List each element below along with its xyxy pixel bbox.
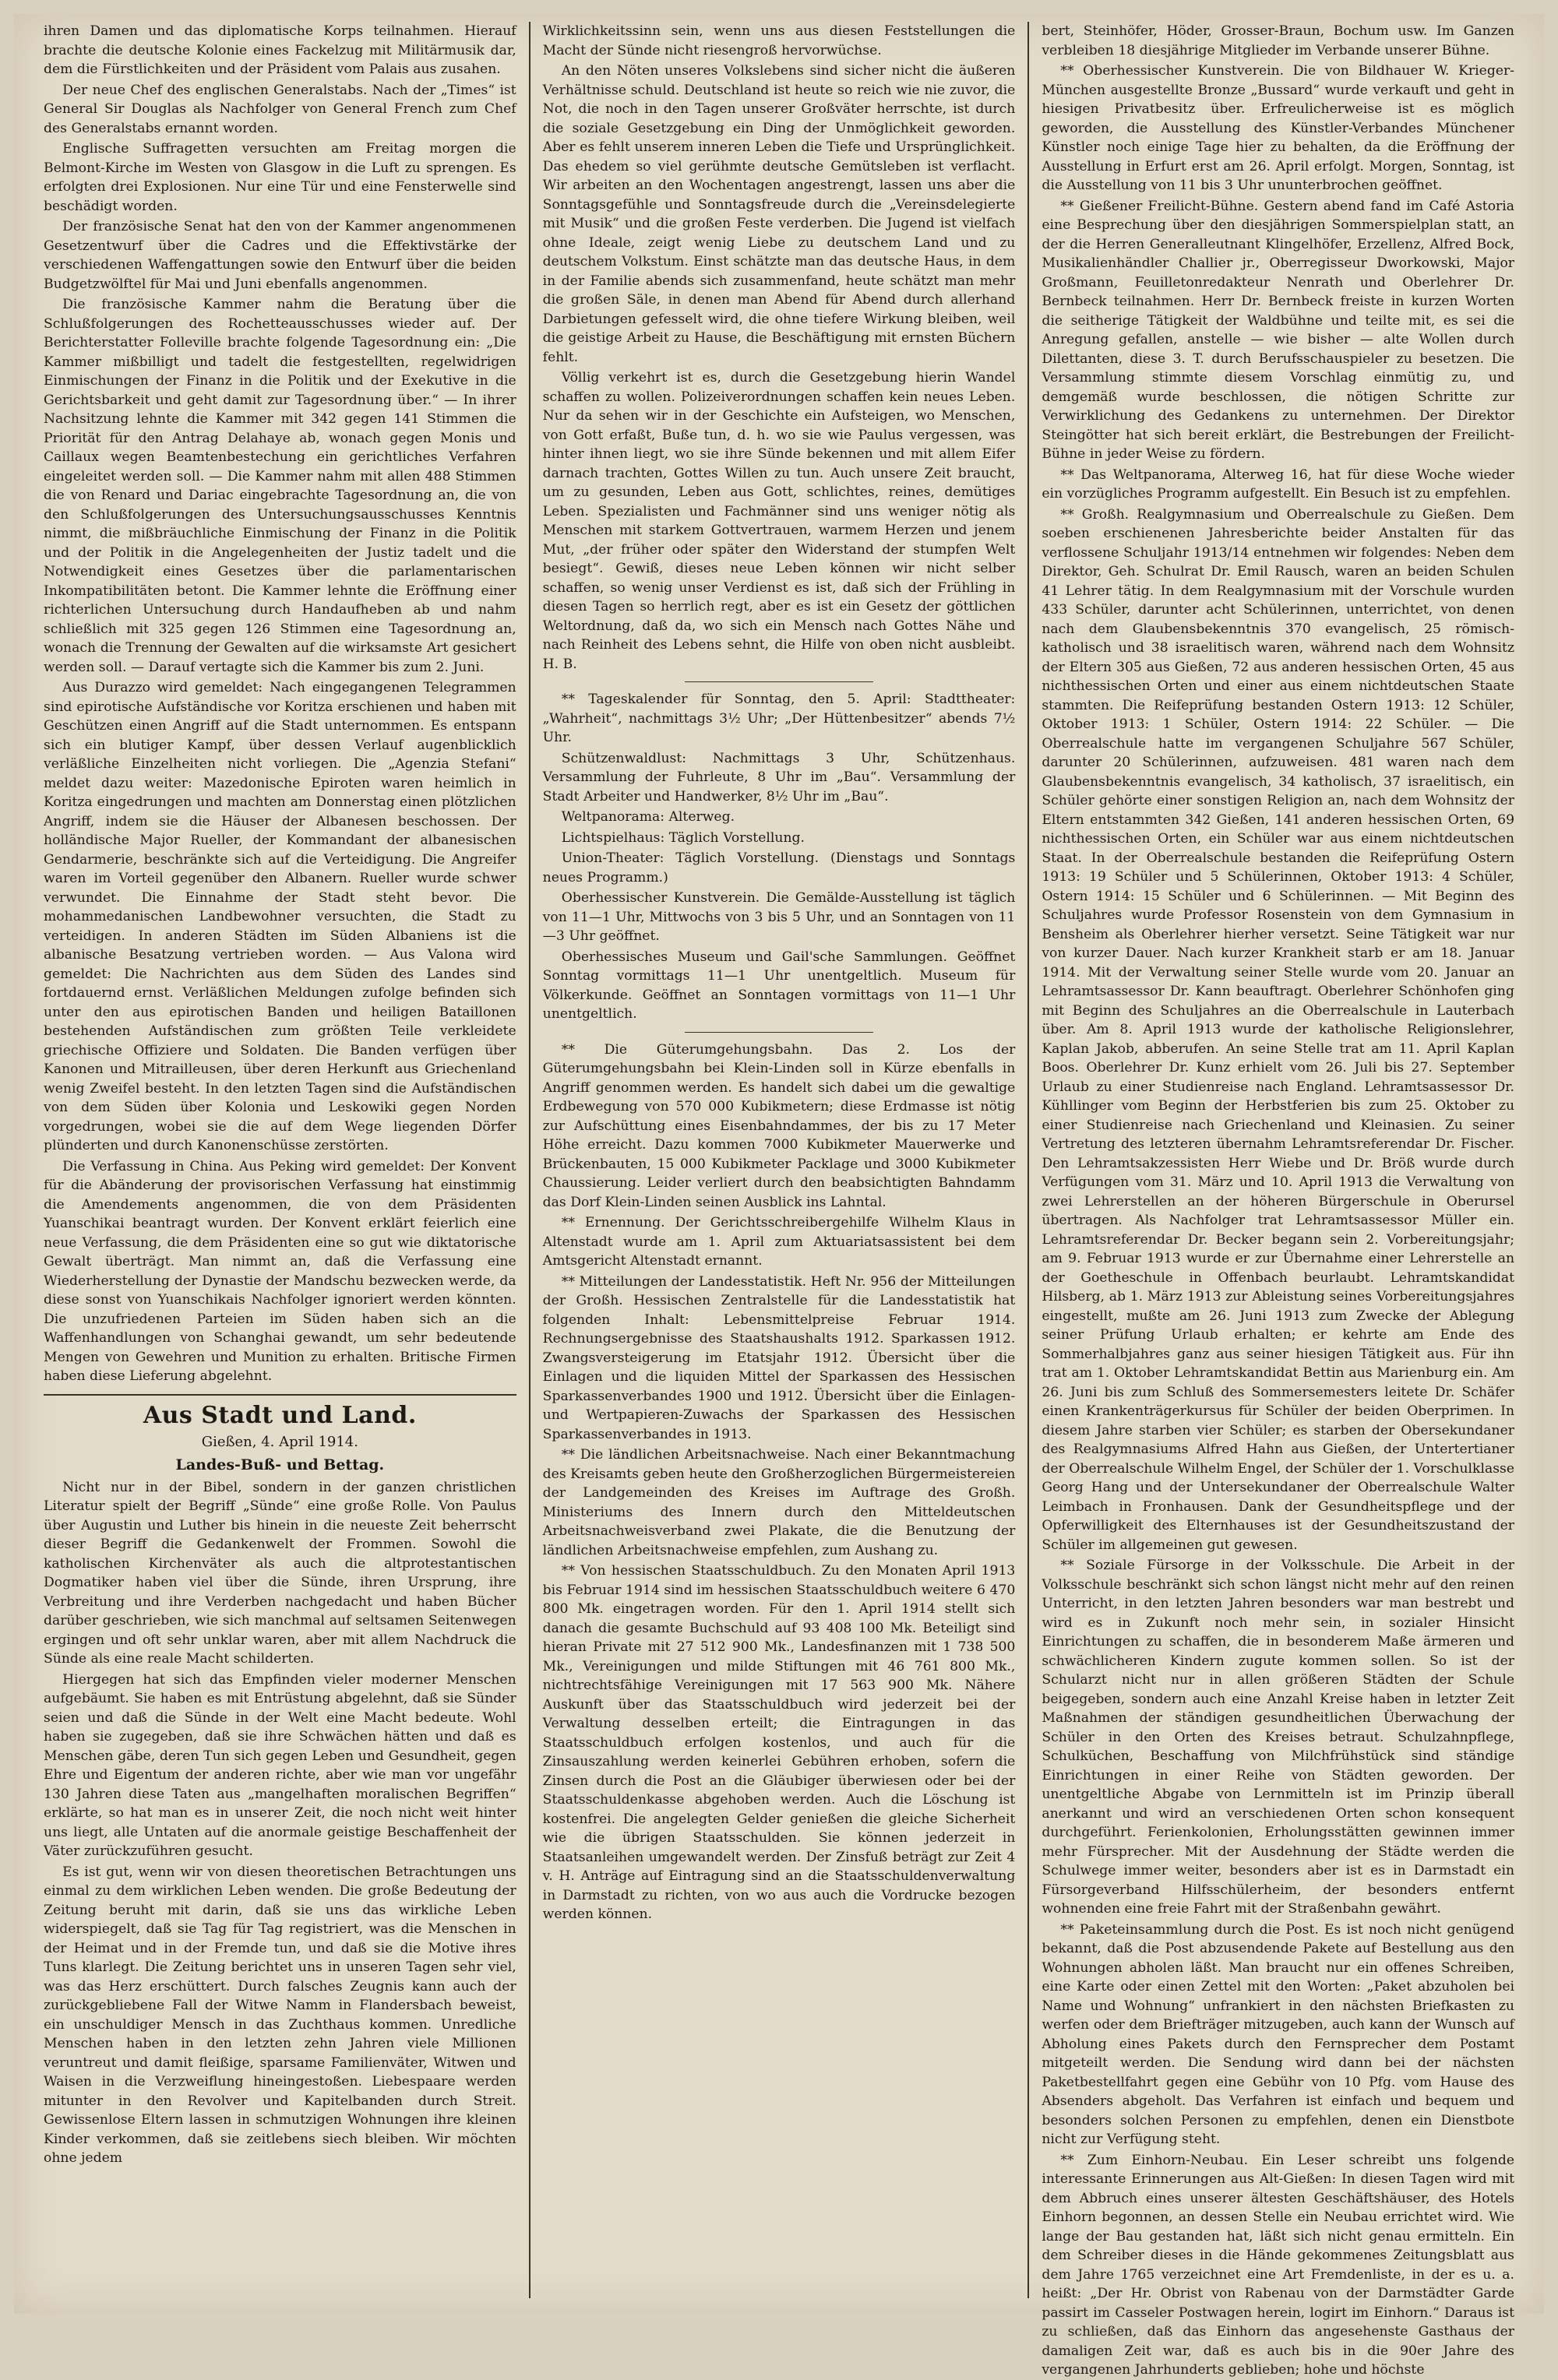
paragraph: Die französische Kammer nahm die Beratung über die Schlußfolgerungen des Rochetteausschusses wieder auf. Der Berichterstatter Folleville brachte folgende Tagesordnung ein: „Die Kammer mißbilligt und tadelt die festgestellten, regelwidrigen Einmischungen der Finanz in die Politik und der Exekutive in die Gerichtsbarkeit und geht damit zur Tagesordnung über.“ — In ihrer Nachsitzung lehnte die Kammer mit 342 gegen 141 Stimmen die Priorität für den Antrag Delahaye ab, wonach gegen Monis und Caillaux wegen Beamtenbestechung ein gerichtliches Verfahren eingeleitet werden soll. — Die Kammer nahm mit allen 488 Stimmen die von Renard und Dariac eingebrachte Tagesordnung an, die von den Schlußfolgerungen des Untersuchungsausschusses Kenntnis nimmt, die mißbräuchliche Einmischung der Finanz in die Politik und der Politik in die Angelegenheiten der Justiz tadelt und die Notwendigkeit eines Gesetzes über die parlamentarischen Inkompatibilitäten betont. Die Kammer lehnte die Eröffnung einer richterlichen Untersuchung durch Handaufheben ab und nahm schließlich mit 325 gegen 126 Stimmen eine Tagesordnung an, wonach die Trennung der Gewalten auf die wirksamste Art gesichert werden soll. — Darauf vertagte sich die Kammer bis zum 2. Juni. [44, 297, 516, 675]
dateline: Gießen, 4. April 1914. [201, 1433, 358, 1450]
calendar-entry: Weltpanorama: Alterweg. [561, 809, 735, 825]
news-item: ** Die Güterumgehungsbahn. Das 2. Los der Güterumgehungsbahn bei Klein-Linden soll in Kürze ebenfalls in Angriff genommen werden. Es handelt sich dabei um die gewaltige Erdbewegung von 570 000 Kubikmetern; diese Erdmasse ist nötig zur Aufschüttung eines Eisenbahndammes, der bis zu 17 Meter Höhe erreicht. Dazu kommen 7000 Kubikmeter Mauerwerke und Brückenbauten, 15 000 Kubikmeter Packlage und 3000 Kubikmeter Chaussierung. Leider verliert durch den beabsichtigten Bahndamm das Dorf Klein-Linden seinen Ausblick ins Lahntal. [542, 1041, 1016, 1210]
paragraph: Es ist gut, wenn wir von diesen theoretischen Betrachtungen uns einmal zu dem wirklichen Leben wenden. Die große Bedeutung der Zeitung beruht mit darin, daß sie uns das wirkliche Leben widerspiegelt, daß sie Tag für Tag registriert, was die Menschen in der Heimat und in der Fremde tun, und daß sie die Motive ihres Tuns klarlegt. Die Zeitung berichtet uns in unseren Tagen sehr viel, was das Herz erschüttert. Durch falsches Zeugnis kann auch der zurückgebliebene Fall der Witwe Namm in Flandersbach beweist, ein unschuldiger Mensch in das Zuchthaus kommen. Unredliche Menschen haben in den letzten zehn Jahren viele Millionen veruntreut und damit fleißige, sparsame Familienväter, Witwen und Waisen in die Verzweiflung hineingestoßen. Liebespaare werden mitunter in den Revolver und Kapitelbanden durch Streit. Gewissenlose Eltern lassen in schmutzigen Wohnungen ihre kleinen Kinder verkommen, daß sie zeitlebens siech bleiben. Wir möchten ohne jedem [44, 1864, 516, 2166]
news-item: ** Soziale Fürsorge in der Volksschule. Die Arbeit in der Volksschule beschränkt sich schon längst nicht mehr auf den reinen Unterricht, in den letzten Jahren besonders war man bestrebt und wird es in Zukunft noch mehr sein, in sozialer Hinsicht Einrichtungen zu schaffen, die in besonderem Maße ärmeren und schwächlicheren Kindern zugute kommen sollen. So ist der Schularzt nicht nur in allen größeren Städten der Schule beigegeben, sondern auch eine Anzahl Kreise haben in letzter Zeit Maßnahmen der ständigen gesundheitlichen Überwachung der Schüler in den Orten des Kreises betraut. Schulzahnpflege, Schulküchen, Beschaffung von Milchfrühstück sind ständige Einrichtungen in einer Reihe von Städten geworden. Der unentgeltliche Abgabe von Lernmitteln ist im Prinzip überall anerkannt und wird an verschiedenen Orten schon konsequent durchgeführt. Ferienkolonien, Erholungsstätten gewinnen immer mehr Fürsprecher. Mit der Ausdehnung der Städte werden die Schulwege immer weiter, besonders aber ist es in Darmstadt ein Fürsorgeverband Hilfsschülerheim, der besonders entfernt wohnenden eine freie Fahrt mit der Straßenbahn gewährt. [1042, 1558, 1515, 1917]
paragraph: Der französische Senat hat den von der Kammer angenommenen Gesetzentwurf über die Cadres und die Effektivstärke der verschiedenen Waffengattungen sowie den Entwurf über die beiden Budgetzwölftel für Mai und Juni ebenfalls angenommen. [44, 219, 516, 292]
news-item: ** Ernennung. Der Gerichtsschreibergehilfe Wilhelm Klaus in Altenstadt wurde am 1. April zum Aktuariatsassistent bei dem Amtsgericht Altenstadt ernannt. [542, 1215, 1016, 1269]
news-item: ** Oberhessischer Kunstverein. Die von Bildhauer W. Krieger-München ausgestellte Bronze „Bussard“ wurde verkauft und geht in hiesigen Privatbesitz über. Erfreulicherweise ist es möglich geworden, die Ausstellung des Künstler-Verbandes Münchener Künstler noch einige Tage hier zu behalten, da die Eröffnung der Ausstellung in Erfurt erst am 26. April erfolgt. Morgen, Sonntag, ist die Ausstellung von 11 bis 3 Uhr ununterbrochen geöffnet. [1042, 63, 1515, 193]
paragraph: Die Verfassung in China. Aus Peking wird gemeldet: Der Konvent für die Abänderung der provisorischen Verfassung hat einstimmig die Amendements angenommen, die von dem Präsidenten Yuanschikai beantragt wurden. Der Konvent erklärt feierlich eine neue Verfassung, die dem Präsidenten eine so gut wie diktatorische Gewalt überträgt. Man nimmt an, daß die Verfassung eine Wiederherstellung der Dynastie der Mandschu bezwecken werde, da diese sonst von Yuanschikais Nachfolger ignoriert werden könnten. Die unzufriedenen Parteien im Süden haben sich an die Waffenhandlungen von Schanghai gewandt, um sehr bedeutende Mengen von Gewehren und Munition zu erhalten. Britische Firmen haben diese Lieferung abgelehnt. [44, 1158, 516, 1384]
section-title: Aus Stadt und Land. [143, 1401, 417, 1429]
column-1 [31, 22, 530, 2298]
news-item: ** Von hessischen Staatsschuldbuch. Zu den Monaten April 1913 bis Februar 1914 sind im hessischen Staatsschuldbuch weitere 6 470 800 Mk. eingetragen worden. Für den 1. April 1914 stellt sich danach die gesamte Buchschuld auf 93 408 100 Mk. Beteiligt sind hieran Private mit 27 512 900 Mk., Landesfinanzen mit 1 738 500 Mk., Vereinigungen und milde Stiftungen mit 46 761 800 Mk., nichtrechtsfähige Vereinigungen mit 17 563 900 Mk. Nähere Auskunft über das Staatsschuldbuch wird jederzeit bei der Verwaltung desselben erteilt; die Eintragungen in das Staatsschuldbuch erfolgen kostenlos, und auch für die Zinsauszahlung werden keinerlei Gebühren erhoben, sofern die Zinsen durch die Post an die Gläubiger überwiesen oder bei der Staatsschuldenkasse abgehoben werden. Auch die Löschung ist kostenfrei. Die angelegten Gelder genießen die gleiche Sicherheit wie die übrigen Staatsschulden. Sie können jederzeit in Staatsanleihen umgewandelt werden. Der Zinsfuß beträgt zur Zeit 4 v. H. Anträge auf Eintragung sind an die Staatsschuldenverwaltung in Darmstadt zu richten, von wo aus auch die Vordrucke bezogen werden können. [542, 1563, 1016, 1922]
paragraph: Hiergegen hat sich das Empfinden vieler moderner Menschen aufgebäumt. Sie haben es mit Entrüstung abgelehnt, daß sie Sünder seien und daß die Sünde in der Welt eine Macht bedeute. Wohl haben sie zugegeben, daß sie ihre Schwächen hätten und daß es Menschen gäbe, deren Tun sich gegen Leben und Gesundheit, gegen Ehre und Eigentum der anderen richte, aber wie man vor ungefähr 130 Jahren diese Taten aus „mangelhaften moralischen Begriffen“ erklärte, so hat man es in unserer Zeit, die noch nicht weit hinter uns liegt, alle Untaten auf die anormale geistige Beschaffenheit der Väter zurückzuführen gesucht. [44, 1671, 516, 1859]
paragraph: Englische Suffragetten versuchten am Freitag morgen die Belmont-Kirche im Westen von Glasgow in die Luft zu sprengen. Es erfolgten drei Explosionen. Nur eine Tür und eine Fensterwelle sind beschädigt worden. [44, 141, 516, 214]
column-3 [1029, 22, 1527, 2378]
news-item: ** Großh. Realgymnasium und Oberrealschule zu Gießen. Dem soeben erschienenen Jahresberichte beider Anstalten für das verflossene Schuljahr 1913/14 entnehmen wir folgendes: Neben dem Direktor, Geh. Schulrat Dr. Emil Rausch, waren an beiden Schulen 41 Lehrer tätig. In dem Realgymnasium mit der Vorschule wurden 433 Schüler, darunter acht Schülerinnen, unterrichtet, von denen nach dem Glaubensbekenntnis 370 evangelisch, 25 römisch-katholisch und 38 israelitisch waren, während nach dem Wohnsitz der Eltern 305 aus Gießen, 72 aus anderen hessischen Orten, 45 aus nichthessischen Orten und einer aus einem nichtdeutschen Staate stammten. Die Reifeprüfung bestanden Ostern 1913: 12 Schüler, Oktober 1913: 1 Schüler, Ostern 1914: 22 Schüler. — Die Oberrealschule hatte im vergangenen Schuljahre 567 Schüler, darunter 20 Schülerinnen, aufzuweisen. 481 waren nach dem Glaubensbekenntnis evangelisch, 34 katholisch, 37 israelitisch, ein Schüler gehörte einer sonstigen Religion an, nach dem Wohnsitz der Eltern entstammten 342 Gießen, 141 anderen hessischen Orten, 69 nichthessischen Orten, ein Schüler war aus einem nichtdeutschen Staat. In der Oberrealschule bestanden die Reifeprüfung Ostern 1913: 19 Schüler und 5 Schülerinnen, Oktober 1913: 4 Schüler, Ostern 1914: 15 Schüler und 6 Schülerinnen. — Mit Beginn des Schuljahres wurde Professor Rosenstein von dem Gymnasium in Bensheim als Oberlehrer hierher versetzt. Seine Tätigkeit war nur von kurzer Dauer. Nach kurzer Krankheit starb er am 18. Januar 1914. Mit der Verwaltung seiner Stelle wurde vom 20. Januar an Lehramtsassessor Dr. Kann beauftragt. Oberlehrer Schönhofen ging mit Beginn des Schuljahres an die Oberrealschule in Lauterbach über. Am 8. April 1913 wurde der katholische Religionslehrer, Kaplan Jakob, abberufen. An seine Stelle trat am 11. April Kaplan Boos. Oberlehrer Dr. Kunz erhielt vom 26. Juli bis 27. September Urlaub zu einer Studienreise nach England. Lehramtsassessor Dr. Kühllinger vom Beginn der Herbstferien bis zum 25. Oktober zu einer Studienreise nach Griechenland und Kleinasien. Zu seiner Vertretung des letzteren übernahm Lehramtsreferendar Dr. Fischer. Den Lehramtsakzessisten Herr Wiebe und Dr. Bröß wurde durch Verfügungen vom 31. März und 10. April 1913 die Verwaltung von zwei Lehrerstellen an der höheren Bürgerschule in Oberursel übertragen. Als Nachfolger trat Lehramtsassessor Müller ein. Lehramtsreferendar Dr. Becker begann sein 2. Vorbereitungsjahr; am 9. Februar 1913 wurde er zur Übernahme einer Lehrerstelle an der Goetheschule in Offenbach beurlaubt. Lehramtskandidat Hilsberg, ab 1. März 1913 zur Ableistung seines Vorbereitungsjahres eingestellt, mußte am 26. Juni 1913 zum Zwecke der Ablegung seiner Prüfung Urlaub erhalten; er kehrte am Ende des Sommerhalbjahres ganz aus seiner hiesigen Tätigkeit aus. Für ihn trat am 1. Oktober Lehramtskandidat Bettin aus Marienburg ein. Am 26. Juni bis zum Schluß des Sommersemesters leitete Dr. Schäfer einen Krankenträgerkursus für Schüler der beiden Oberprimen. In diesem Jahre starben vier Schüler; es starben der Obersekundaner des Realgymnasiums Alfred Hahn aus Gießen, der Untertertianer der Oberrealschule Wilhelm Engel, der Schüler der 1. Vorschulklasse Georg Hang und der Untersekundaner der Oberrealschule Walter Leimbach in Fronhausen. Dank der Gesundheitspflege und der Opferwilligkeit des Elternhauses ist der Gesundheitszustand der Schüler im allgemeinen gut gewesen. [1042, 506, 1515, 1553]
paragraph: Aus Durazzo wird gemeldet: Nach eingegangenen Telegrammen sind epirotische Aufständische vor Koritza erschienen und haben mit Geschützen einen Angriff auf die Stadt unternommen. Es entspann sich ein blutiger Kampf, über dessen Verlauf augenblicklich verläßliche Einzelheiten nicht vorliegen. Die „Agenzia Stefani“ meldet dazu weiter: Mazedonische Epiroten waren heimlich in Koritza eingedrungen und machten am Donnerstag einen plötzlichen Angriff, indem sie die Häuser der Albanesen beschossen. Der holländische Major Rueller, der Kommandant der albanesischen Gendarmerie, beschränkte sich auf die Verteidigung. Die Angreifer waren im Vorteil gegenüber den Albanern. Rueller wurde schwer verwundet. Die Einnahme der Stadt steht bevor. Die mohammedanischen Landbewohner versuchten, die Stadt zu verteidigen. In anderen Städten im Süden Albaniens ist die albanische Besatzung vertrieben worden. — Aus Valona wird gemeldet: Die Nachrichten aus dem Süden des Landes sind fortdauernd ernst. Verläßlichen Meldungen zufolge befinden sich unter den aus epirotischen Banden und heiligen Bataillonen bestehenden Aufständischen zum größten Teile verkleidete griechische Offiziere und Soldaten. Die Banden verfügen über Kanonen und Mitrailleusen, über deren Herkunft aus Griechenland wenig Zweifel besteht. In den letzten Tagen sind die Aufständischen von dem Süden über Kolonia und Leskowiki gegen Norden vorgedrungen, wobei sie die auf dem Wege liegenden Dörfer plünderten und durch Kanonenschüsse zerstörten. [44, 680, 516, 1153]
section-divider [44, 1394, 516, 1396]
calendar-entry: Schützenwaldlust: Nachmittags 3 Uhr, Schützenhaus. Versammlung der Fuhrleute, 8 Uhr im „Bau“. Versammlung der Stadt Arbeiter und Handwerker, 8½ Uhr im „Bau“. [542, 750, 1016, 804]
news-item: ** Gießener Freilicht-Bühne. Gestern abend fand im Café Astoria eine Besprechung über den diesjährigen Sommerspielplan statt, an der die Herren Generalleutnant Klingelhöfer, Erzellenz, Alfred Bock, Musikalienhändler Challier jr., Oberregisseur Dworkowski, Major Großmann, Feuilletonredakteur Nenrath und Oberlehrer Dr. Bernbeck teilnahmen. Herr Dr. Bernbeck freiste in kurzen Worten die seitherige Tätigkeit der Waldbühne und teilte mit, es sei die Anregung gefallen, anstelle — wie bisher — alte Wollen durch Dilettanten, diese 3. T. durch Berufsschauspieler zu besetzen. Die Versammlung stimmte diesem Vorschlag einmütig zu, und demgemäß wurde beschlossen, die nötigen Schritte zur Verwirklichung des Gedankens zu unternehmen. Der Direktor Steingötter hat sich bereit erklärt, die Bestrebungen der Freilicht-Bühne in jeder Weise zu fördern. [1042, 198, 1515, 462]
paragraph: Wirklichkeitssinn sein, wenn uns aus diesen Feststellungen die Macht der Sünde nicht riesengroß hervorwüchse. [542, 23, 1016, 58]
calendar-entry: ** Tageskalender für Sonntag, den 5. April: Stadttheater: „Wahrheit“, nachmittags 3½ Uhr; „Der Hüttenbesitzer“ abends 7½ Uhr. [542, 692, 1016, 745]
news-item: ** Mitteilungen der Landesstatistik. Heft Nr. 956 der Mitteilungen der Großh. Hessischen Zentralstelle für die Landesstatistik hat folgenden Inhalt: Lebensmittelpreise Februar 1914. Rechnungsergebnisse des Staatshaushalts 1912. Sparkassen 1912. Zwangsversteigerung im Etatsjahr 1912. Übersicht über die Einlagen und die liquiden Mittel der Sparkassen des Hessischen Sparkassenverbandes 1900 und 1912. Übersicht über die Einlagen- und Wertpapieren-Zuwachs der Sparkassen des Hessischen Sparkassenverbandes in 1913. [542, 1273, 1016, 1442]
paragraph: Völlig verkehrt ist es, durch die Gesetzgebung hierin Wandel schaffen zu wollen. Polizeiverordnungen schaffen kein neues Leben. Nur da sehen wir in der Geschichte ein Aufsteigen, wo Menschen, von Gott erfaßt, Buße tun, d. h. wo sie wie Paulus vergessen, was hinter ihnen liegt, wo sie ihre Sünde bekennen und mit allem Eifer darnach trachten, Gottes Willen zu tun. Auch unsere Zeit braucht, um zu gesunden, Leben aus Gott, schlichtes, reines, demütiges Leben. Spezialisten und Fachmänner sind uns weniger nötig als Menschen mit starkem Gottvertrauen, warmem Herzen und jenem Mut, „der früher oder später den Widerstand der stumpfen Welt besiegt“. Gewiß, dieses neue Leben können wir nicht selber schaffen, so wenig unser Verdienst es ist, daß sich der Frühling in diesen Tagen so herrlich regt, aber es ist ein Gesetz der göttlichen Weltordnung, daß da, wo sich ein Mensch nach Gottes Nähe und nach Reinheit des Lebens sehnt, die Hilfe von oben nicht ausbleibt. H. B. [542, 370, 1016, 672]
news-item: ** Das Weltpanorama, Alterweg 16, hat für diese Woche wieder ein vorzügliches Programm aufgestellt. Ein Besuch ist zu empfehlen. [1042, 466, 1515, 502]
column-container [31, 22, 1527, 2378]
divider [685, 681, 874, 682]
news-item: ** Paketeinsammlung durch die Post. Es ist noch nicht genügend bekannt, daß die Post abzusendende Pakete auf Bestellung aus den Wohnungen abholen läßt. Man braucht nur ein offenes Schreiben, eine Karte oder einen Zettel mit den Worten: „Paket abzuholen bei Name und Wohnung“ unfrankiert in den nächsten Briefkasten zu werfen oder dem Briefträger mitzugeben, auch kann der Wunsch auf Abholung eines Pakets durch den Fernsprecher dem Postamt mitgeteilt werden. Die Sendung wird dann bei der nächsten Paketbestellfahrt gegen eine Gebühr von 10 Pfg. vom Hause des Absenders abgeholt. Das Verfahren ist einfach und bequem und besonders solchen Personen zu empfehlen, denen ein Dienstbote nicht zur Verfügung steht. [1042, 1921, 1515, 2147]
newspaper-page [14, 14, 1544, 2378]
paragraph: bert, Steinhöfer, Höder, Grosser-Braun, Bochum usw. Im Ganzen verbleiben 18 diesjährige Mitglieder im Verbande unserer Bühne. [1042, 23, 1515, 58]
calendar-entry: Oberhessischer Kunstverein. Die Gemälde-Ausstellung ist täglich von 11—1 Uhr, Mittwochs von 3 bis 5 Uhr, und an Sonntagen von 11—3 Uhr geöffnet. [542, 890, 1016, 944]
paragraph: An den Nöten unseres Volkslebens sind sicher nicht die äußeren Verhältnisse schuld. Deutschland ist heute so reich wie nie zuvor, die Not, die noch in den Tagen unserer Großväter herrschte, ist durch die soziale Gesetzgebung ein Ding der Unmöglichkeit geworden. Aber es fehlt unserem inneren Leben die Tiefe und Ursprünglichkeit. Das ehedem so viel gerühmte deutsche Gemütsleben ist verflacht. Wir arbeiten an den Wochentagen angestrengt, lassen uns aber die Sonntagsgefühle und Sonntagsfreude durch die „Vereinsdelegierte mit Musik“ und die großen Feste verderben. Die Jugend ist vielfach ohne Ideale, zeigt wenig Liebe zu deutschem Land und zu deutschem Volkstum. Einst schätzte man das deutsche Haus, in dem in der Familie abends sich zusammenfand, heute schätzt man mehr die großen Säle, in denen man Abend für Abend durch allerhand Darbietungen gefesselt wird, die ohne tiefere Wirkung bleiben, weil die geistige Arbeit zu Hause, die Beschäftigung mit ernsten Büchern fehlt. [542, 63, 1016, 365]
paragraph: Der neue Chef des englischen Generalstabs. Nach der „Times“ ist General Sir Douglas als Nachfolger von General French zum Chef des Generalstabs ernannt worden. [44, 82, 516, 136]
section-subhead: Landes-Buß- und Bettag. [175, 1456, 385, 1473]
calendar-entry: Lichtspielhaus: Täglich Vorstellung. [561, 829, 805, 846]
calendar-entry: Oberhessisches Museum und Gail'sche Sammlungen. Geöffnet Sonntag vormittags 11—1 Uhr unentgeltlich. Museum für Völkerkunde. Geöffnet an Sonntagen vormittags von 11—1 Uhr unentgeltlich. [542, 949, 1016, 1022]
paragraph: Nicht nur in der Bibel, sondern in der ganzen christlichen Literatur spielt der Begriff „Sünde“ eine große Rolle. Von Paulus über Augustin und Luther bis hinein in die neueste Zeit beherrscht dieser Begriff die Gedankenwelt der Frommen. Sowohl die katholischen Kirchenväter als auch die altprotestantischen Dogmatiker haben viel über die Sünde, ihren Ursprung, ihre Verbreitung und ihre Verderben nachgedacht und haben Bücher darüber geschrieben, wie sich manchmal auf seltsamen Seitenwegen ergingen und oft sehr unklar waren, aber mit allem Nachdruck die Sünde als eine reale Macht schilderten. [44, 1479, 516, 1667]
calendar-entry: Union-Theater: Täglich Vorstellung. (Dienstags und Sonntags neues Programm.) [542, 850, 1016, 885]
news-item: ** Zum Einhorn-Neubau. Ein Leser schreibt uns folgende interessante Erinnerungen aus Alt-Gießen: In diesen Tagen wird mit dem Abbruch eines unserer ältesten Geschäftshäuser, des Hotels Einhorn begonnen, an dessen Stelle ein Neubau errichtet wird. Wie lange der Bau gestanden hat, läßt sich nicht genau ermitteln. Ein dem Schreiber dieses in die Hände gekommenes Zeitungsblatt aus dem Jahre 1765 verzeichnet eine Art Fremdenliste, in der es u. a. heißt: „Der Hr. Obrist von Rabenau von der Darmstädter Garde passirt im Casseler Postwagen herein, logirt im Einhorn.“ Daraus ist zu schließen, daß das Einhorn das angesehenste Gasthaus der damaligen Zeit war, daß es auch bis in die 90er Jahre des vergangenen Jahrhunderts geblieben; hohe und höchste [1042, 2152, 1515, 2378]
divider [685, 1032, 874, 1033]
column-2 [530, 22, 1030, 2298]
news-item: ** Die ländlichen Arbeitsnachweise. Nach einer Bekanntmachung des Kreisamts geben heute den Großherzoglichen Bürgermeistereien der Landgemeinden des Kreises im Auftrage des Großh. Ministeriums des Innern durch den Mitteldeutschen Arbeitsnachweisverband zwei Plakate, die die Benutzung der ländlichen Arbeitsnachweise empfehlen, zum Aushang zu. [542, 1447, 1016, 1558]
paragraph: ihren Damen und das diplomatische Korps teilnahmen. Hierauf brachte die deutsche Kolonie eines Fackelzug mit Militärmusik dar, dem die Fürstlichkeiten und der Präsident vom Palais aus zusahen. [44, 23, 516, 77]
